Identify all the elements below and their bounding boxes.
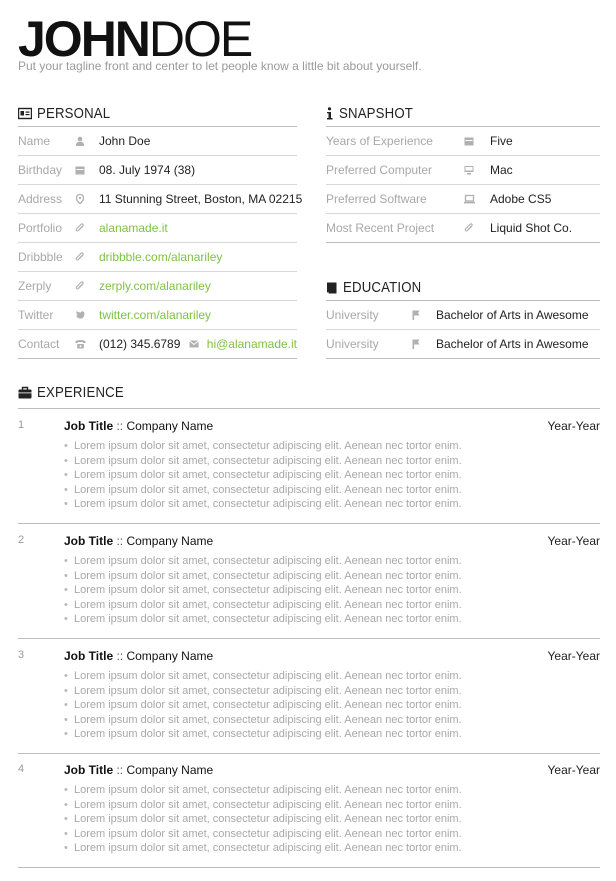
job-title-line xyxy=(64,534,213,548)
resume-name xyxy=(18,11,252,67)
education-row xyxy=(326,330,600,359)
bullet-text: Lorem ipsum dolor sit amet, consectetur adipiscing elit. Aenean nec tortor enim. xyxy=(74,498,462,510)
snapshot-label: Years of Experience xyxy=(326,134,433,148)
info-icon xyxy=(326,107,334,120)
job-title-line xyxy=(64,763,213,777)
job-title: Job Title xyxy=(64,763,114,777)
job-bullet xyxy=(64,669,462,684)
snapshot-heading xyxy=(326,105,423,122)
snapshot-row xyxy=(326,127,600,156)
bullet-text: Lorem ipsum dolor sit amet, consectetur adipiscing elit. Aenean nec tortor enim. xyxy=(74,813,462,825)
briefcase-icon xyxy=(18,386,32,399)
title-separator: :: xyxy=(113,649,127,663)
bullet-dot-icon: • xyxy=(64,784,68,796)
computer-icon xyxy=(464,165,474,175)
job-bullet xyxy=(64,841,462,856)
bullet-dot-icon: • xyxy=(64,842,68,854)
calendar-icon xyxy=(75,165,85,175)
bullet-dot-icon: • xyxy=(64,454,68,467)
bullet-text: Lorem ipsum dolor sit amet, consectetur adipiscing elit. Aenean nec tortor enim. xyxy=(74,842,462,854)
bullet-dot-icon: • xyxy=(64,713,68,726)
mail-icon xyxy=(189,340,199,350)
personal-row xyxy=(18,214,297,243)
personal-value[interactable]: dribbble.com/alanariley xyxy=(99,250,223,264)
snapshot-table xyxy=(326,126,600,243)
personal-row xyxy=(18,301,297,330)
job-bullet xyxy=(64,583,462,598)
personal-row xyxy=(18,127,297,156)
personal-value: 11 Stunning Street, Boston, MA 02215 xyxy=(99,192,303,206)
bullet-text: Lorem ipsum dolor sit amet, consectetur adipiscing elit. Aenean nec tortor enim. xyxy=(74,598,462,611)
first-name: JOHN xyxy=(18,11,149,67)
bullet-dot-icon: • xyxy=(64,798,68,811)
title-separator: :: xyxy=(113,763,127,777)
job-bullets xyxy=(64,439,462,512)
bullet-text: Lorem ipsum dolor sit amet, consectetur adipiscing elit. Aenean nec tortor enim. xyxy=(74,584,462,596)
job-title-line xyxy=(64,419,213,433)
job-bullet xyxy=(64,554,462,569)
bullet-text: Lorem ipsum dolor sit amet, consectetur adipiscing elit. Aenean nec tortor enim. xyxy=(74,469,462,481)
bullet-dot-icon: • xyxy=(64,598,68,611)
snapshot-label: Preferred Computer xyxy=(326,163,433,177)
snapshot-row xyxy=(326,214,600,243)
job-bullet xyxy=(64,497,462,512)
bullet-dot-icon: • xyxy=(64,483,68,496)
bullet-dot-icon: • xyxy=(64,469,68,481)
bullet-text: Lorem ipsum dolor sit amet, consectetur adipiscing elit. Aenean nec tortor enim. xyxy=(74,827,462,840)
education-table xyxy=(326,300,600,359)
bullet-text: Lorem ipsum dolor sit amet, consectetur adipiscing elit. Aenean nec tortor enim. xyxy=(74,684,462,697)
experience-heading xyxy=(18,384,136,401)
bullet-dot-icon: • xyxy=(64,728,68,740)
experience-entry xyxy=(18,524,600,639)
paperclip-icon xyxy=(464,223,474,233)
job-bullets xyxy=(64,783,462,856)
bullet-dot-icon: • xyxy=(64,498,68,510)
bullet-text: Lorem ipsum dolor sit amet, consectetur adipiscing elit. Aenean nec tortor enim. xyxy=(74,784,462,796)
job-bullet xyxy=(64,684,462,699)
job-title: Job Title xyxy=(64,419,114,433)
experience-entry xyxy=(18,753,600,868)
education-heading xyxy=(326,279,432,296)
education-label: University xyxy=(326,337,379,351)
entry-number: 4 xyxy=(18,763,25,775)
flag-icon xyxy=(412,339,422,349)
education-row xyxy=(326,301,600,330)
title-separator: :: xyxy=(113,419,127,433)
personal-row xyxy=(18,243,297,272)
snapshot-value: Liquid Shot Co. xyxy=(490,221,573,235)
personal-title: PERSONAL xyxy=(37,105,111,122)
job-bullet xyxy=(64,727,462,742)
paperclip-icon xyxy=(75,281,85,291)
entry-number: 2 xyxy=(18,534,25,546)
job-bullet xyxy=(64,454,462,469)
bullet-text: Lorem ipsum dolor sit amet, consectetur adipiscing elit. Aenean nec tortor enim. xyxy=(74,798,462,811)
bullet-text: Lorem ipsum dolor sit amet, consectetur adipiscing elit. Aenean nec tortor enim. xyxy=(74,454,462,467)
job-bullet xyxy=(64,598,462,613)
bullet-text: Lorem ipsum dolor sit amet, consectetur adipiscing elit. Aenean nec tortor enim. xyxy=(74,613,462,625)
bullet-dot-icon: • xyxy=(64,684,68,697)
personal-value[interactable]: twitter.com/alanariley xyxy=(99,308,212,322)
bullet-text: Lorem ipsum dolor sit amet, consectetur adipiscing elit. Aenean nec tortor enim. xyxy=(74,440,462,452)
company-name: Company Name xyxy=(126,649,214,663)
personal-label: Birthday xyxy=(18,163,63,177)
person-icon xyxy=(75,136,85,146)
paperclip-icon xyxy=(75,223,85,233)
phone-icon xyxy=(75,339,85,349)
snapshot-row xyxy=(326,185,600,214)
snapshot-title: SNAPSHOT xyxy=(339,105,414,122)
personal-heading xyxy=(18,105,120,122)
experience-title: EXPERIENCE xyxy=(37,384,124,401)
education-value: Bachelor of Arts in Awesome xyxy=(436,337,589,351)
experience-entry xyxy=(18,409,600,524)
personal-row xyxy=(18,185,303,214)
bullet-dot-icon: • xyxy=(64,813,68,825)
calendar-icon xyxy=(464,136,474,146)
personal-label: Dribbble xyxy=(18,250,63,264)
snapshot-label: Most Recent Project xyxy=(326,221,435,235)
job-bullet xyxy=(64,468,462,483)
snapshot-value: Adobe CS5 xyxy=(490,192,552,206)
personal-row xyxy=(18,330,297,359)
title-separator: :: xyxy=(113,534,127,548)
bullet-text: Lorem ipsum dolor sit amet, consectetur adipiscing elit. Aenean nec tortor enim. xyxy=(74,713,462,726)
personal-label: Name xyxy=(18,134,51,148)
bullet-dot-icon: • xyxy=(64,699,68,711)
job-years: Year-Year xyxy=(547,419,600,433)
bullet-text: Lorem ipsum dolor sit amet, consectetur adipiscing elit. Aenean nec tortor enim. xyxy=(74,555,462,567)
bullet-dot-icon: • xyxy=(64,827,68,840)
bullet-dot-icon: • xyxy=(64,584,68,596)
personal-table xyxy=(18,126,303,359)
book-icon xyxy=(326,281,338,294)
bullet-text: Lorem ipsum dolor sit amet, consectetur adipiscing elit. Aenean nec tortor enim. xyxy=(74,483,462,496)
bullet-text: Lorem ipsum dolor sit amet, consectetur adipiscing elit. Aenean nec tortor enim. xyxy=(74,670,462,682)
bullet-dot-icon: • xyxy=(64,569,68,582)
job-bullet xyxy=(64,827,462,842)
personal-value: (012) 345.6789 xyxy=(99,337,181,351)
laptop-icon xyxy=(464,194,474,204)
experience-entry xyxy=(18,639,600,754)
snapshot-value: Mac xyxy=(490,163,513,177)
contact-email-link[interactable]: hi@alanamade.it xyxy=(206,337,297,351)
job-title: Job Title xyxy=(64,649,114,663)
job-years: Year-Year xyxy=(547,763,600,777)
job-years: Year-Year xyxy=(547,534,600,548)
job-title: Job Title xyxy=(64,534,114,548)
job-bullet xyxy=(64,612,462,627)
job-bullets xyxy=(64,554,462,627)
tagline: Put your tagline front and center to let people know a little bit about yourself. xyxy=(18,59,422,73)
personal-label: Twitter xyxy=(18,308,54,322)
company-name: Company Name xyxy=(126,763,214,777)
job-title-line xyxy=(64,649,213,663)
personal-value[interactable]: zerply.com/alanariley xyxy=(99,279,211,293)
bullet-text: Lorem ipsum dolor sit amet, consectetur adipiscing elit. Aenean nec tortor enim. xyxy=(74,699,462,711)
company-name: Company Name xyxy=(126,534,214,548)
personal-row xyxy=(18,272,297,301)
bullet-text: Lorem ipsum dolor sit amet, consectetur adipiscing elit. Aenean nec tortor enim. xyxy=(74,569,462,582)
id-card-icon xyxy=(18,107,32,120)
job-bullet xyxy=(64,439,462,454)
bird-icon xyxy=(75,310,85,320)
job-bullet xyxy=(64,483,462,498)
job-bullet xyxy=(64,713,462,728)
personal-label: Portfolio xyxy=(18,221,63,235)
company-name: Company Name xyxy=(126,419,214,433)
personal-label: Contact xyxy=(18,337,60,351)
personal-value: 08. July 1974 (38) xyxy=(99,163,196,177)
job-bullet xyxy=(64,812,462,827)
personal-label: Address xyxy=(18,192,63,206)
bullet-dot-icon: • xyxy=(64,440,68,452)
bullet-dot-icon: • xyxy=(64,670,68,682)
personal-value: John Doe xyxy=(99,134,151,148)
job-bullet xyxy=(64,783,462,798)
bullet-dot-icon: • xyxy=(64,613,68,625)
snapshot-label: Preferred Software xyxy=(326,192,427,206)
job-bullet xyxy=(64,698,462,713)
education-value: Bachelor of Arts in Awesome xyxy=(436,308,589,322)
job-bullets xyxy=(64,669,462,742)
location-pin-icon xyxy=(75,194,85,204)
paperclip-icon xyxy=(75,252,85,262)
personal-label: Zerply xyxy=(18,279,52,293)
last-name: DOE xyxy=(148,11,252,67)
education-title: EDUCATION xyxy=(343,279,422,296)
job-bullet xyxy=(64,569,462,584)
snapshot-row xyxy=(326,156,600,185)
snapshot-value: Five xyxy=(490,134,513,148)
job-years: Year-Year xyxy=(547,649,600,663)
bullet-text: Lorem ipsum dolor sit amet, consectetur adipiscing elit. Aenean nec tortor enim. xyxy=(74,728,462,740)
personal-value[interactable]: alanamade.it xyxy=(99,221,168,235)
bullet-dot-icon: • xyxy=(64,555,68,567)
flag-icon xyxy=(412,310,422,320)
entry-number: 1 xyxy=(18,419,25,431)
education-label: University xyxy=(326,308,379,322)
personal-row xyxy=(18,156,297,185)
entry-number: 3 xyxy=(18,649,25,661)
job-bullet xyxy=(64,798,462,813)
